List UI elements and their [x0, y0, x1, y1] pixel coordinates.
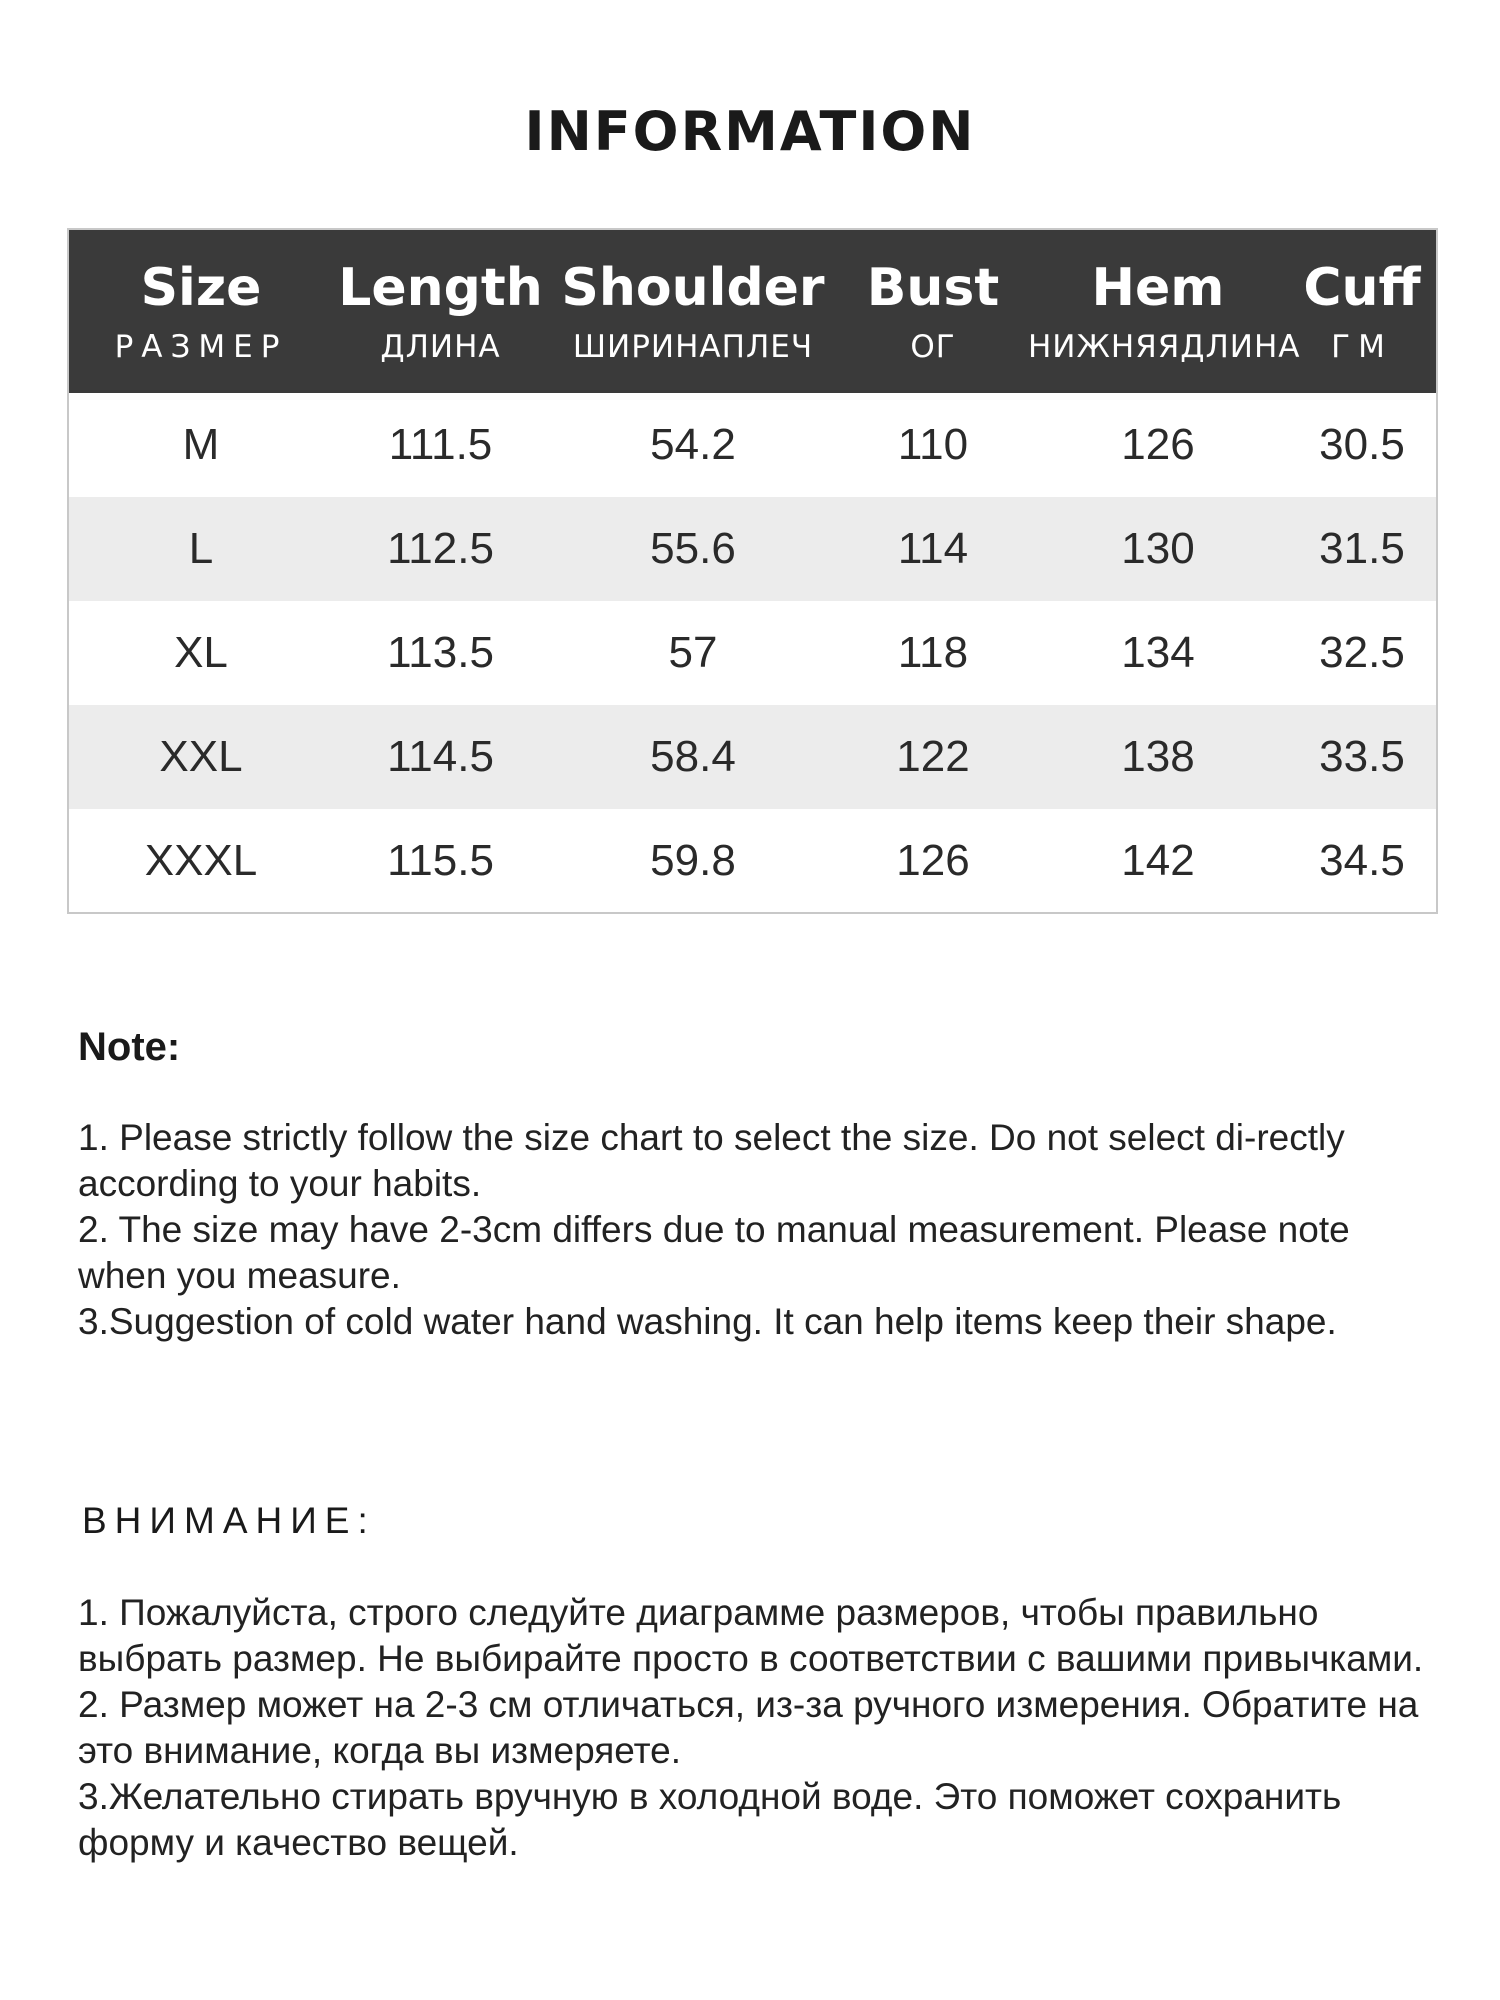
- header-size: [68, 229, 333, 393]
- cell-length: 112.5: [387, 524, 494, 573]
- cell-length: 111.5: [388, 420, 493, 469]
- cell-hem: 130: [1121, 524, 1195, 573]
- header-bust: [838, 229, 1028, 393]
- page-title: INFORMATION: [524, 100, 976, 163]
- table-row: [68, 601, 1437, 705]
- table-row: [68, 705, 1437, 809]
- cell-length: 115.5: [387, 835, 494, 885]
- header-length-ru: ДЛИНА: [380, 328, 501, 365]
- cell-cuff: 31.5: [1319, 524, 1405, 573]
- cell-bust: 122: [896, 732, 970, 781]
- table-row: [68, 497, 1437, 601]
- header-hem-ru: НИЖНЯЯДЛИНА: [1028, 328, 1301, 365]
- cell-size: XXXL: [144, 835, 258, 885]
- cell-size: XXL: [159, 732, 243, 781]
- cell-shoulder: 59.8: [650, 835, 736, 885]
- table-row: [68, 809, 1437, 913]
- header-cuff: [1288, 229, 1437, 393]
- cell-cuff: 30.5: [1319, 420, 1405, 469]
- cell-cuff: 34.5: [1319, 835, 1405, 885]
- cell-hem: 142: [1121, 835, 1195, 885]
- note-item: 2. The size may have 2-3cm differs due to manual measurement. Please note when you measure.: [78, 1209, 1350, 1296]
- note-item: 3.Suggestion of cold water hand washing. It can help items keep their shape.: [78, 1301, 1337, 1342]
- header-cuff-ru: ГМ: [1331, 328, 1393, 365]
- cell-size: L: [188, 524, 214, 573]
- ru-note-title: ВНИМАНИЕ:: [82, 1500, 376, 1541]
- cell-cuff: 33.5: [1319, 732, 1405, 781]
- ru-note-item: 1. Пожалуйста, строго следуйте диаграмме размеров, чтобы правильно выбрать размер. Не выбирайте просто в соответствии с вашими привычками.: [78, 1592, 1424, 1679]
- cell-length: 113.5: [387, 628, 494, 677]
- header-cuff-en: Cuff: [1303, 257, 1421, 318]
- header-shoulder-ru: ШИРИНАПЛЕЧ: [572, 328, 814, 365]
- header-shoulder: [548, 229, 838, 393]
- cell-shoulder: 57: [668, 628, 718, 677]
- table-header-row: [68, 229, 1437, 393]
- cell-size: XL: [174, 628, 228, 677]
- header-length: [333, 229, 548, 393]
- note-item: 1. Please strictly follow the size chart to select the size. Do not select di-rectly according to your habits.: [78, 1117, 1345, 1204]
- cell-hem: 134: [1121, 628, 1195, 677]
- cell-bust: 118: [897, 628, 969, 677]
- cell-cuff: 32.5: [1319, 628, 1405, 677]
- cell-shoulder: 58.4: [650, 732, 736, 781]
- ru-note-item: 2. Размер может на 2-3 см отличаться, из-за ручного измерения. Обратите на это внимание, когда вы измеряете.: [78, 1684, 1419, 1771]
- cell-shoulder: 55.6: [650, 524, 736, 573]
- header-bust-en: Bust: [866, 257, 1000, 318]
- header-bust-ru: ОГ: [910, 328, 956, 365]
- table-row: [68, 393, 1437, 497]
- cell-bust: 126: [896, 835, 970, 885]
- ru-note-text: [78, 1590, 1458, 1866]
- cell-bust: 110: [897, 420, 969, 469]
- header-shoulder-en: Shoulder: [561, 257, 825, 318]
- ru-note-item: 3.Желательно стирать вручную в холодной воде. Это поможет сохранить форму и качество вещей.: [78, 1776, 1342, 1863]
- note-text: [78, 1115, 1438, 1345]
- cell-size: M: [182, 420, 220, 469]
- header-length-en: Length: [338, 257, 543, 318]
- header-size-en: Size: [140, 257, 262, 318]
- cell-bust: 114: [897, 524, 969, 573]
- cell-shoulder: 54.2: [650, 420, 736, 469]
- header-hem-en: Hem: [1091, 257, 1225, 318]
- size-chart-table: [67, 228, 1438, 914]
- cell-hem: 138: [1121, 732, 1195, 781]
- header-size-ru: РАЗМЕР: [114, 328, 288, 365]
- header-hem: [1028, 229, 1301, 393]
- cell-length: 114.5: [387, 732, 494, 781]
- note-title: Note:: [78, 1025, 181, 1069]
- cell-hem: 126: [1121, 420, 1195, 469]
